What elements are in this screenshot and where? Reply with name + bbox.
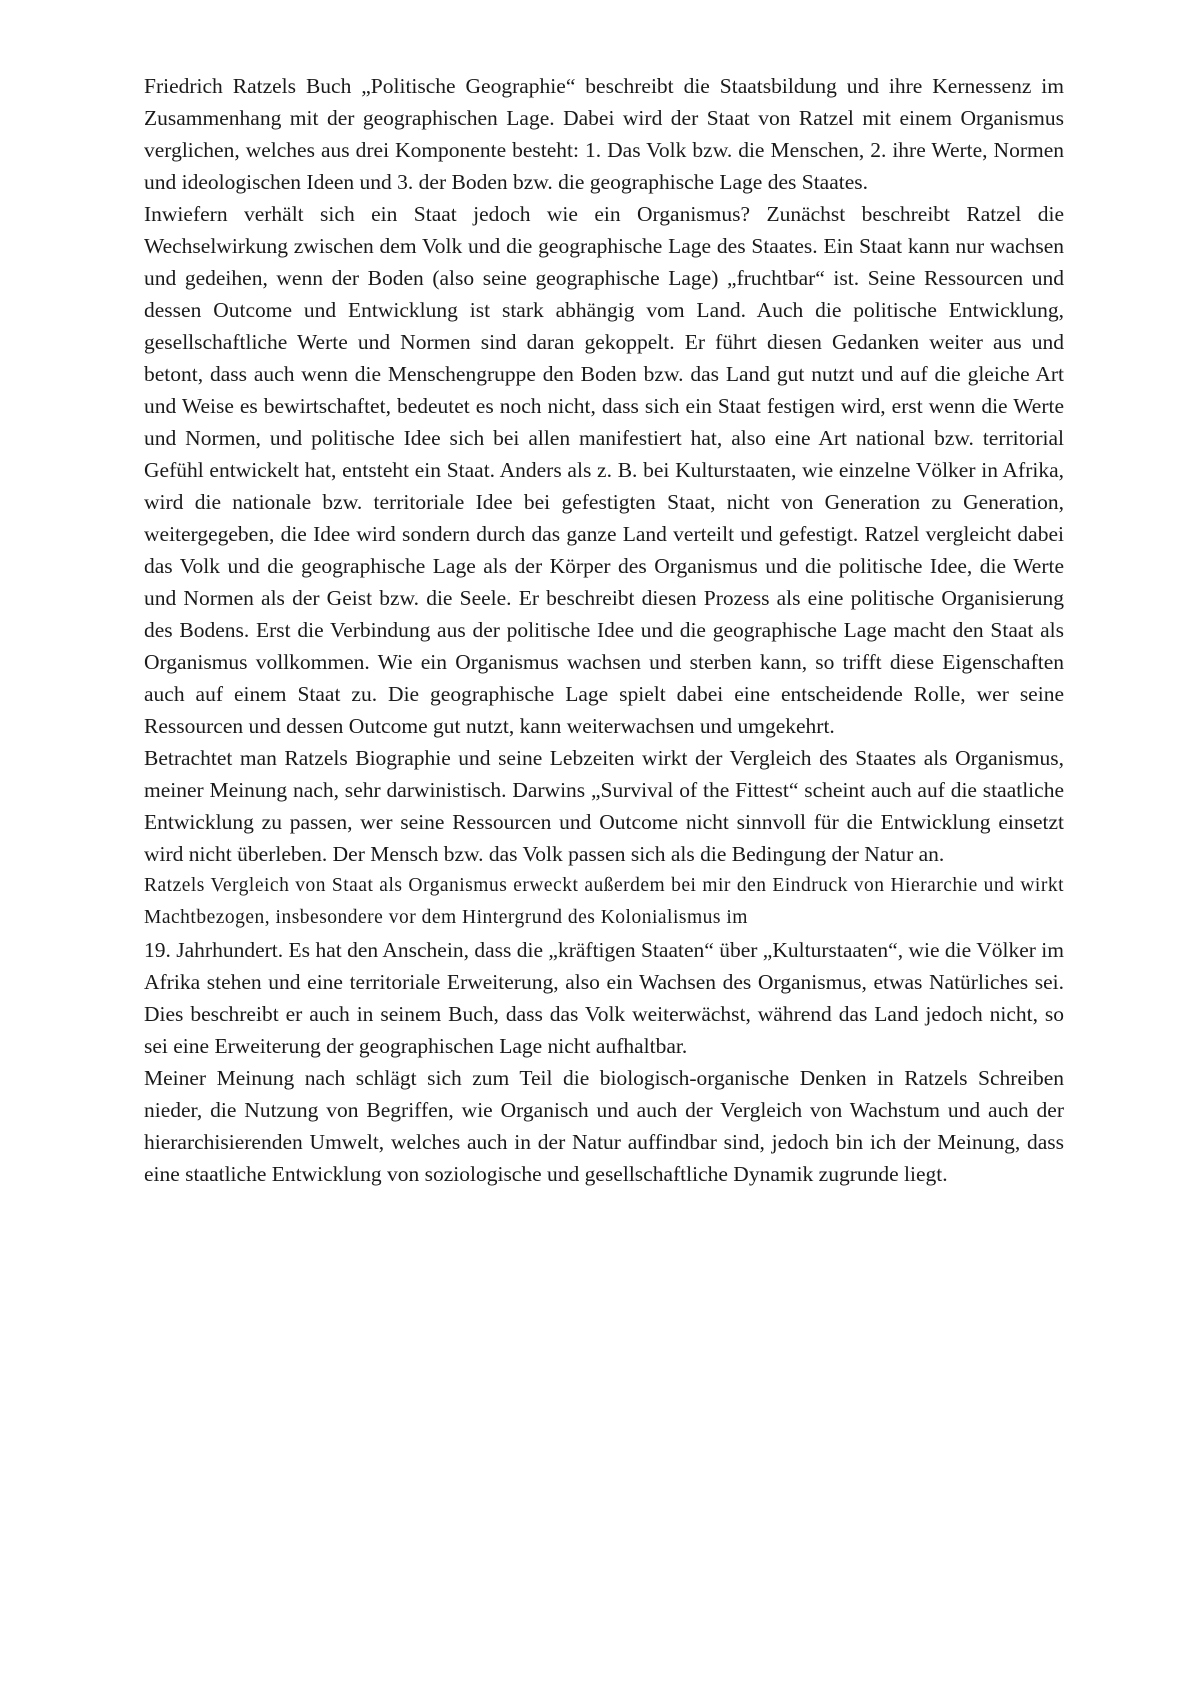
paragraph-hierarchy: Ratzels Vergleich von Staat als Organismus erweckt außerdem bei mir den Eindruck von Hierarchie und wirkt Machtbezogen, insbesondere vor dem Hintergrund des Kolonialismus im	[144, 875, 1064, 928]
document-body	[144, 70, 1064, 1190]
paragraph-darwinism: Betrachtet man Ratzels Biographie und seine Lebzeiten wirkt der Vergleich des Staates als Organismus, meiner Meinung nach, sehr darwinistisch. Darwins „Survival of the Fittest“ scheint auch auf die staatliche Entwicklung zu passen, wer seine Ressourcen und Outcome nicht sinnvoll für die Entwicklung einsetzt wird nicht überleben. Der Mensch bzw. das Volk passen sich als die Bedingung der Natur an.	[144, 746, 1064, 866]
paragraph-colonialism: 19. Jahrhundert. Es hat den Anschein, dass die „kräftigen Staaten“ über „Kulturstaaten“, wie die Völker im Afrika stehen und eine territoriale Erweiterung, also ein Wachsen des Organismus, etwas Natürliches sei. Dies beschreibt er auch in seinem Buch, dass das Volk weiterwächst, während das Land jedoch nicht, so sei eine Erweiterung der geographischen Lage nicht aufhaltbar.	[144, 938, 1064, 1058]
paragraph-organism: Inwiefern verhält sich ein Staat jedoch wie ein Organismus? Zunächst beschreibt Ratzel die Wechselwirkung zwischen dem Volk und die geographische Lage des Staates. Ein Staat kann nur wachsen und gedeihen, wenn der Boden (also seine geographische Lage) „fruchtbar“ ist. Seine Ressourcen und dessen Outcome und Entwicklung ist stark abhängig vom Land. Auch die politische Entwicklung, gesellschaftliche Werte und Normen sind daran gekoppelt. Er führt diesen Gedanken weiter aus und betont, dass auch wenn die Menschengruppe den Boden bzw. das Land gut nutzt und auf die gleiche Art und Weise es bewirtschaftet, bedeutet es noch nicht, dass sich ein Staat festigen wird, erst wenn die Werte und Normen, und politische Idee sich bei allen manifestiert hat, also eine Art national bzw. territorial Gefühl entwickelt hat, entsteht ein Staat. Anders als z. B. bei Kulturstaaten, wie einzelne Völker in Afrika, wird die nationale bzw. territoriale Idee bei gefestigten Staat, nicht von Generation zu Generation, weitergegeben, die Idee wird sondern durch das ganze Land verteilt und gefestigt. Ratzel vergleicht dabei das Volk und die geographische Lage als der Körper des Organismus und die politische Idee, die Werte und Normen als der Geist bzw. die Seele. Er beschreibt diesen Prozess als eine politische Organisierung des Bodens. Erst die Verbindung aus der politische Idee und die geographische Lage macht den Staat als Organismus vollkommen. Wie ein Organismus wachsen und sterben kann, so trifft diese Eigenschaften auch auf einem Staat zu. Die geographische Lage spielt dabei eine entscheidende Rolle, wer seine Ressourcen und dessen Outcome gut nutzt, kann weiterwachsen und umgekehrt.	[144, 202, 1064, 738]
paragraph-conclusion: Meiner Meinung nach schlägt sich zum Teil die biologisch-organische Denken in Ratzels Schreiben nieder, die Nutzung von Begriffen, wie Organisch und auch der Vergleich von Wachstum und auch der hierarchisierenden Umwelt, welches auch in der Natur auffindbar sind, jedoch bin ich der Meinung, dass eine staatliche Entwicklung von soziologische und gesellschaftliche Dynamik zugrunde liegt.	[144, 1066, 1064, 1186]
paragraph-intro: Friedrich Ratzels Buch „Politische Geographie“ beschreibt die Staatsbildung und ihre Kernessenz im Zusammenhang mit der geographischen Lage. Dabei wird der Staat von Ratzel mit einem Organismus verglichen, welches aus drei Komponente besteht: 1. Das Volk bzw. die Menschen, 2. ihre Werte, Normen und ideologischen Ideen und 3. der Boden bzw. die geographische Lage des Staates.	[144, 74, 1064, 194]
